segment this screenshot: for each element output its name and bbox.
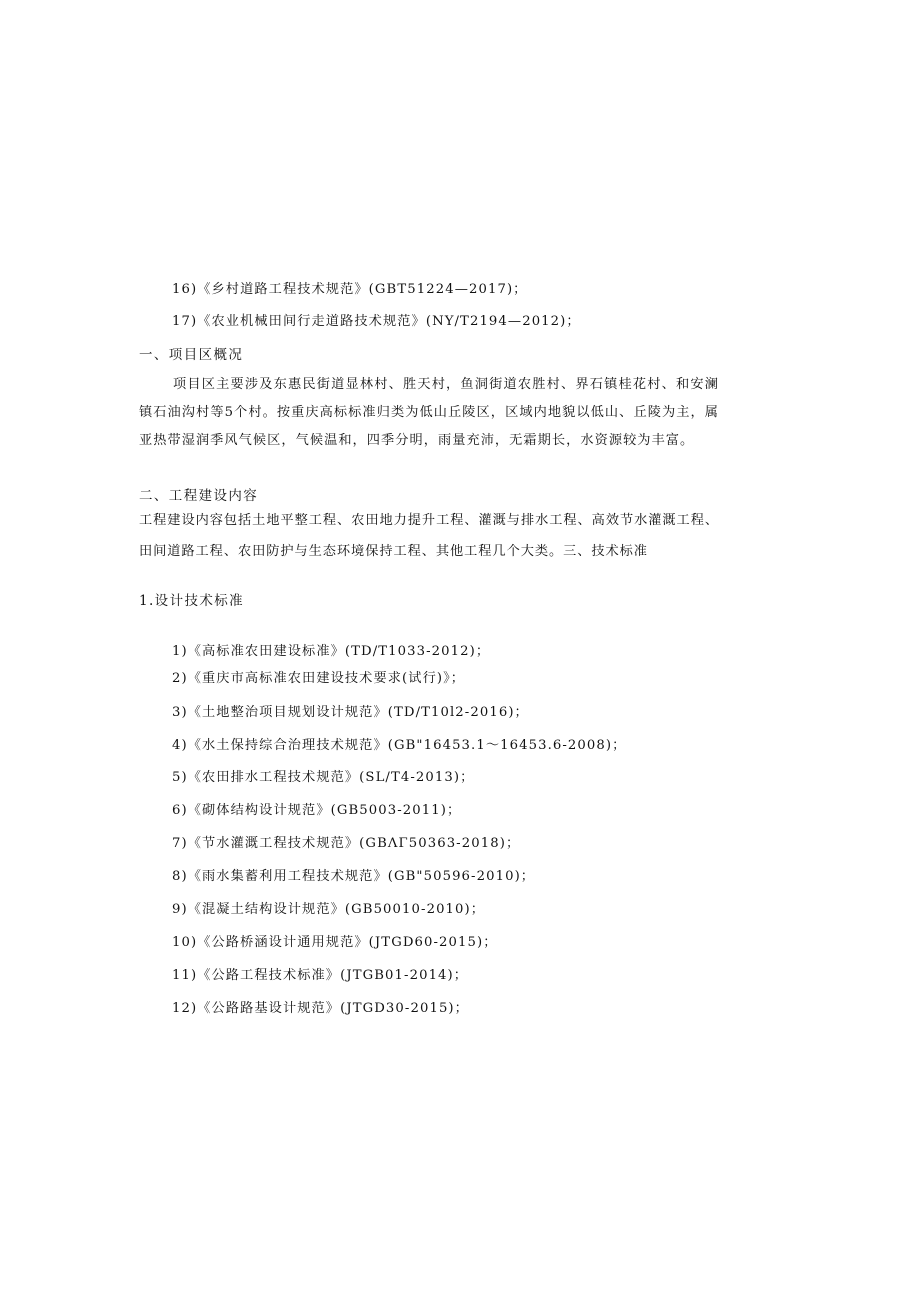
section-heading-construction-content: 二、工程建设内容 (139, 488, 259, 504)
construction-content-paragraph: 工程建设内容包括土地平整工程、农田地力提升工程、灌溉与排水工程、高效节水灌溉工程、田间道路工程、农田防护与生态环境保持工程、其他工程几个大类。三、技术标准 (139, 513, 719, 559)
standard-item: 7)《节水灌溉工程技术规范》(GBΛΓ50363-2018)； (172, 836, 521, 851)
standard-item: 9)《混凝土结构设计规范》(GB50010-2010)； (172, 902, 486, 917)
project-overview-paragraph: 项目区主要涉及东惠民街道显林村、胜天村，鱼洞街道农胜村、界石镇桂花村、和安澜镇石油沟村等5个村。按重庆高标标准归类为低山丘陵区，区域内地貌以低山、丘陵为主，属亚热带湿润季风气候区，气候温和，四季分明，雨量充沛，无霜期长，水资源较为丰富。 (139, 377, 719, 448)
subsection-heading-design-standards: 1.设计技术标准 (139, 593, 245, 609)
standard-item: 5)《农田排水工程技术规范》(SL/T4-2013)； (172, 770, 475, 785)
standard-item: 6)《砌体结构设计规范》(GB5003-2011)； (172, 803, 462, 818)
section-heading-project-overview: 一、项目区概况 (139, 347, 244, 363)
standard-item: 12)《公路路基设计规范》(JTGD30-2015)； (172, 1001, 469, 1016)
standard-item: 2)《重庆市高标准农田建设技术要求(试行)》； (172, 671, 466, 686)
standard-item: 1)《高标准农田建设标准》(TD/T1033-2012)； (172, 644, 491, 659)
standard-item: 10)《公路桥涵设计通用规范》(JTGD60-2015)； (172, 935, 498, 950)
standard-item-17: 17)《农业机械田间行走道路技术规范》(NY/T2194—2012)； (172, 314, 581, 329)
standard-item: 3)《土地整治项目规划设计规范》(TD/T10l2-2016)； (172, 705, 529, 720)
standard-item: 11)《公路工程技术标准》(JTGB01-2014)； (172, 968, 469, 983)
standard-item: 4)《水土保持综合治理技术规范》(GB"16453.1～16453.6-2008)； (172, 738, 627, 753)
standard-item-16: 16)《乡村道路工程技术规范》(GBT51224—2017)； (172, 282, 528, 297)
standard-item: 8)《雨水集蓄利用工程技术规范》(GB"50596-2010)； (172, 869, 536, 884)
